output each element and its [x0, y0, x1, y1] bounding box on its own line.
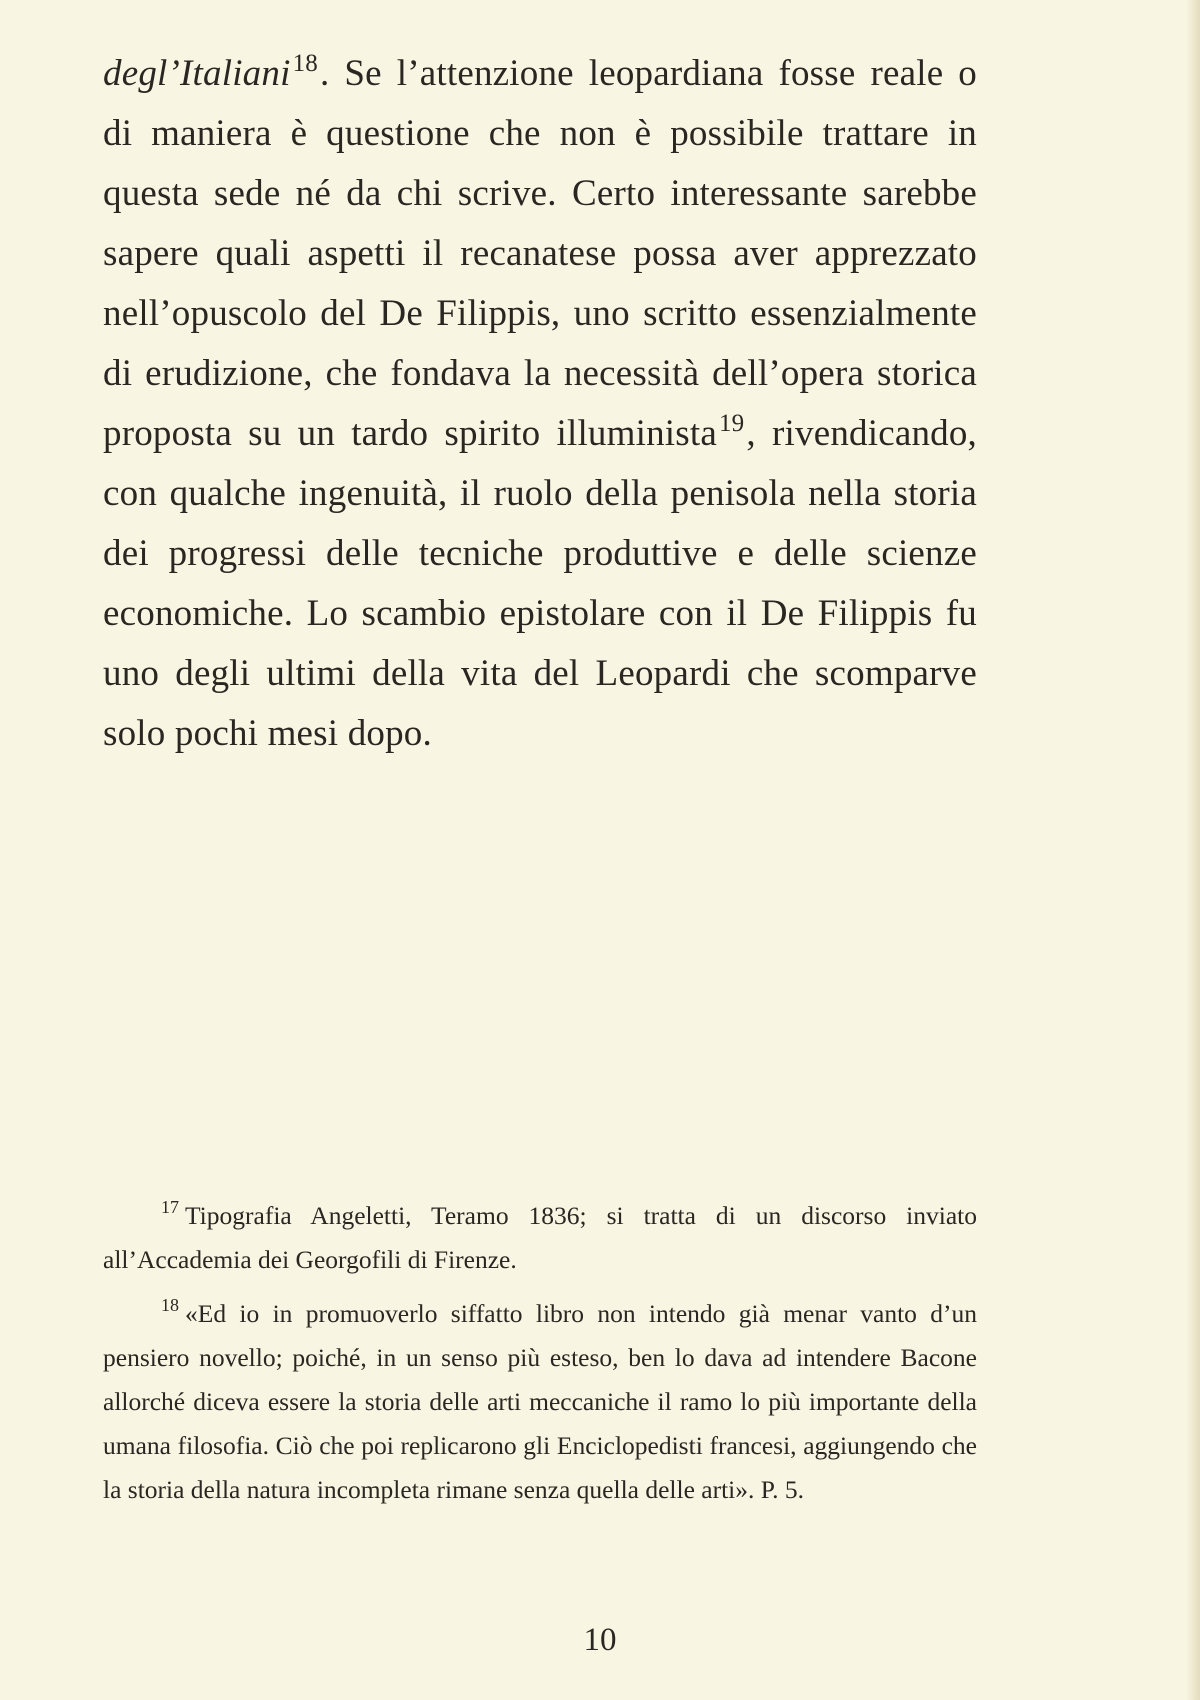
page-edge-shadow	[1186, 0, 1200, 1700]
footnote-text: Tipografia Angeletti, Teramo 1836; si tratta di un discorso inviato all’Accademia dei Georgofili di Firenze.	[103, 1201, 977, 1274]
footnotes-section	[103, 1194, 977, 1522]
page-number: 10	[583, 1622, 617, 1658]
footnote-number: 17	[161, 1197, 179, 1217]
footnote-number: 18	[161, 1295, 179, 1315]
body-text	[103, 44, 977, 764]
body-paragraph	[103, 44, 977, 764]
footnote-17	[103, 1194, 977, 1282]
footnote-text: «Ed io in promuoverlo siffatto libro non intendo già menar vanto d’un pensiero novello; poiché, in un senso più esteso, ben lo dava ad intendere Bacone allorché diceva essere la storia delle arti meccaniche il ramo lo più importante della umana filosofia. Ciò che poi replicarono gli Enciclopedisti francesi, aggiungendo che la storia della natura incompleta rimane senza quella delle arti». P. 5.	[103, 1299, 977, 1504]
body-text-part-1: . Se l’attenzione leopardiana fosse reale o di maniera è questione che non è possibile trattare in questa sede né da chi scrive. Certo interessante sarebbe sapere quali aspetti il recanatese possa aver apprezzato nell’opuscolo del De Filippis, uno scritto essenzialmente di erudizione, che fondava la necessità dell’opera storica proposta su un tardo spirito illuminista	[103, 53, 977, 454]
italic-title: degl’Italiani	[103, 53, 291, 94]
footnote-ref-18[interactable]: 18	[292, 50, 318, 77]
body-text-part-2: , rivendicando, con qualche ingenuità, il ruolo della penisola nella storia dei progressi delle tecniche produttive e delle scienze economiche. Lo scambio epistolare con il De Filippis fu uno degli ultimi della vita del Leopardi che scomparve solo pochi mesi dopo.	[103, 413, 977, 754]
footnote-ref-19[interactable]: 19	[718, 410, 745, 437]
footnote-18	[103, 1292, 977, 1512]
